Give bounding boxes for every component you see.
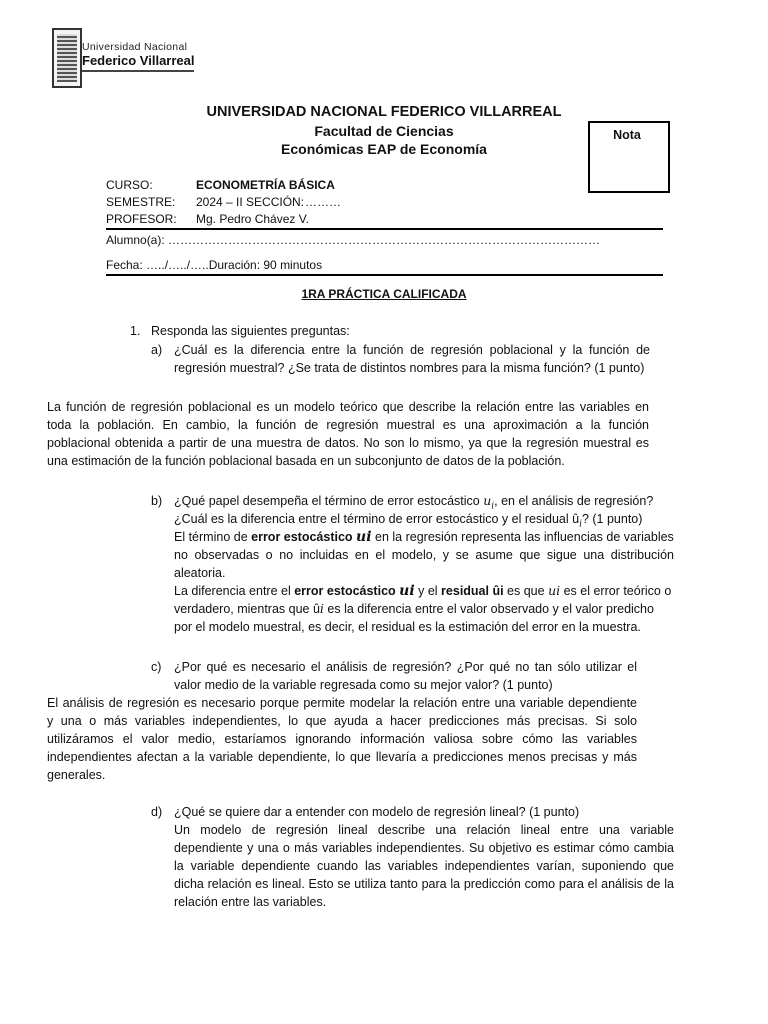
section-value: ……… bbox=[305, 195, 341, 209]
document-title: UNIVERSIDAD NACIONAL FEDERICO VILLARREAL bbox=[206, 104, 562, 120]
item-d-label: d) bbox=[151, 805, 163, 819]
answer-d-line: la variable dependiente cuando las variables independientes varían, suponiendo que bbox=[174, 859, 674, 873]
divider-line bbox=[106, 228, 663, 230]
answer-b-line: aleatoria. bbox=[174, 566, 226, 580]
answer-c-line: independientes afectan a la variable dependiente, lo que llevaría a predicciones menos precisas y más bbox=[47, 750, 637, 764]
answer-a-line: una estimación de la función poblacional basada en un subconjunto de datos de la población. bbox=[47, 454, 565, 468]
practice-title: 1RA PRÁCTICA CALIFICADA bbox=[301, 287, 467, 301]
answer-d-line: dicha relación es lineal. Esto se utiliza tanto para la predicción como para el análisis de la bbox=[174, 877, 674, 891]
item-a-question-line2: regresión muestral? ¿Se trata de distintos nombres para la misma función? (1 punto) bbox=[174, 361, 645, 375]
answer-a-line: La función de regresión poblacional es un modelo teórico que describe la relación entre las variables en bbox=[47, 400, 649, 414]
item-c-question-line1: ¿Por qué es necesario el análisis de regresión? ¿Por qué no tan sólo utilizar el bbox=[174, 660, 637, 674]
answer-a-line: poblacional obtenida a partir de una muestra de datos. No son lo mismo, ya que la regresión muestral es bbox=[47, 436, 649, 450]
course-value: ECONOMETRÍA BÁSICA bbox=[196, 178, 335, 192]
faculty-line1: Facultad de Ciencias bbox=[314, 123, 454, 139]
question-text: Responda las siguientes preguntas: bbox=[151, 324, 350, 338]
answer-a-line: toda la población. En cambio, la función de regresión muestral es una aproximación a la función bbox=[47, 418, 649, 432]
answer-c-line: El análisis de regresión es necesario porque permite modelar la relación entre una variable dependiente bbox=[47, 696, 637, 710]
item-b-label: b) bbox=[151, 494, 163, 508]
item-a-label: a) bbox=[151, 343, 163, 357]
item-b-question-line1: ¿Qué papel desempeña el término de error estocástico $u_i$, en el análisis de regresión? bbox=[174, 493, 654, 512]
answer-b-line: El término de error estocástico ui en la regresión representa las influencias de variables bbox=[174, 529, 674, 545]
answer-b-line: por el modelo muestral, es decir, el residual es la estimación del error en la muestra. bbox=[174, 620, 641, 634]
item-c-label: c) bbox=[151, 660, 162, 674]
answer-b-line: La diferencia entre el error estocástico ui y el residual ûi es que ui es el error teórico o bbox=[174, 583, 672, 599]
item-a-question-line1: ¿Cuál es la diferencia entre la función de regresión poblacional y la función de bbox=[174, 343, 650, 357]
faculty-line2: Económicas EAP de Economía bbox=[281, 141, 487, 157]
professor-label: PROFESOR: bbox=[106, 212, 177, 226]
answer-a bbox=[47, 398, 649, 470]
date-duration-line: Fecha: …../…../…..Duración: 90 minutos bbox=[106, 258, 323, 272]
logo-underline bbox=[82, 70, 194, 72]
professor-value: Mg. Pedro Chávez V. bbox=[196, 212, 309, 226]
answer-c-line: y una o más variables independientes, lo que ayuda a hacer predicciones más precisas. Si solo bbox=[47, 714, 637, 728]
answer-d bbox=[174, 821, 674, 911]
semester-label: SEMESTRE: bbox=[106, 195, 176, 209]
grade-label: Nota bbox=[613, 128, 641, 142]
item-b-question-line2: ¿Cuál es la diferencia entre el término de error estocástico y el residual $û_i$? (1 punto) bbox=[174, 512, 643, 530]
university-crest-logo bbox=[52, 28, 82, 88]
semester-value: 2024 – II SECCIÓN: bbox=[196, 195, 305, 209]
logo-text-line2: Federico Villarreal bbox=[82, 53, 195, 68]
answer-d-line: Un modelo de regresión lineal describe una relación lineal entre una variable bbox=[174, 823, 674, 837]
answer-d-line: relación entre las variables. bbox=[174, 895, 327, 909]
student-line: Alumno(a): ……………………………………………………………………………………………… bbox=[106, 233, 601, 247]
item-d-question: ¿Qué se quiere dar a entender con modelo de regresión lineal? (1 punto) bbox=[174, 805, 580, 819]
divider-line bbox=[106, 274, 663, 276]
answer-c-line: generales. bbox=[47, 768, 106, 782]
answer-b bbox=[174, 528, 674, 636]
logo-text-line1: Universidad Nacional bbox=[82, 41, 188, 53]
answer-b-line: no observadas o no incluidas en el modelo, y se asume que sigue una distribución bbox=[174, 548, 674, 562]
answer-d-line: dependiente y una o más variables independientes. Su objetivo es estimar cómo cambia bbox=[174, 841, 674, 855]
answer-b-line: verdadero, mientras que ûi es la diferencia entre el valor observado y el valor predicho bbox=[174, 601, 654, 616]
question-number: 1. bbox=[130, 324, 141, 338]
item-c-question-line2: valor medio de la variable regresada como su mejor valor? (1 punto) bbox=[174, 678, 553, 692]
answer-c-line: utilizáramos el valor medio, estaríamos ignorando información valiosa sobre cómo las variables bbox=[47, 732, 637, 746]
course-label: CURSO: bbox=[106, 178, 153, 192]
answer-c bbox=[47, 694, 637, 784]
